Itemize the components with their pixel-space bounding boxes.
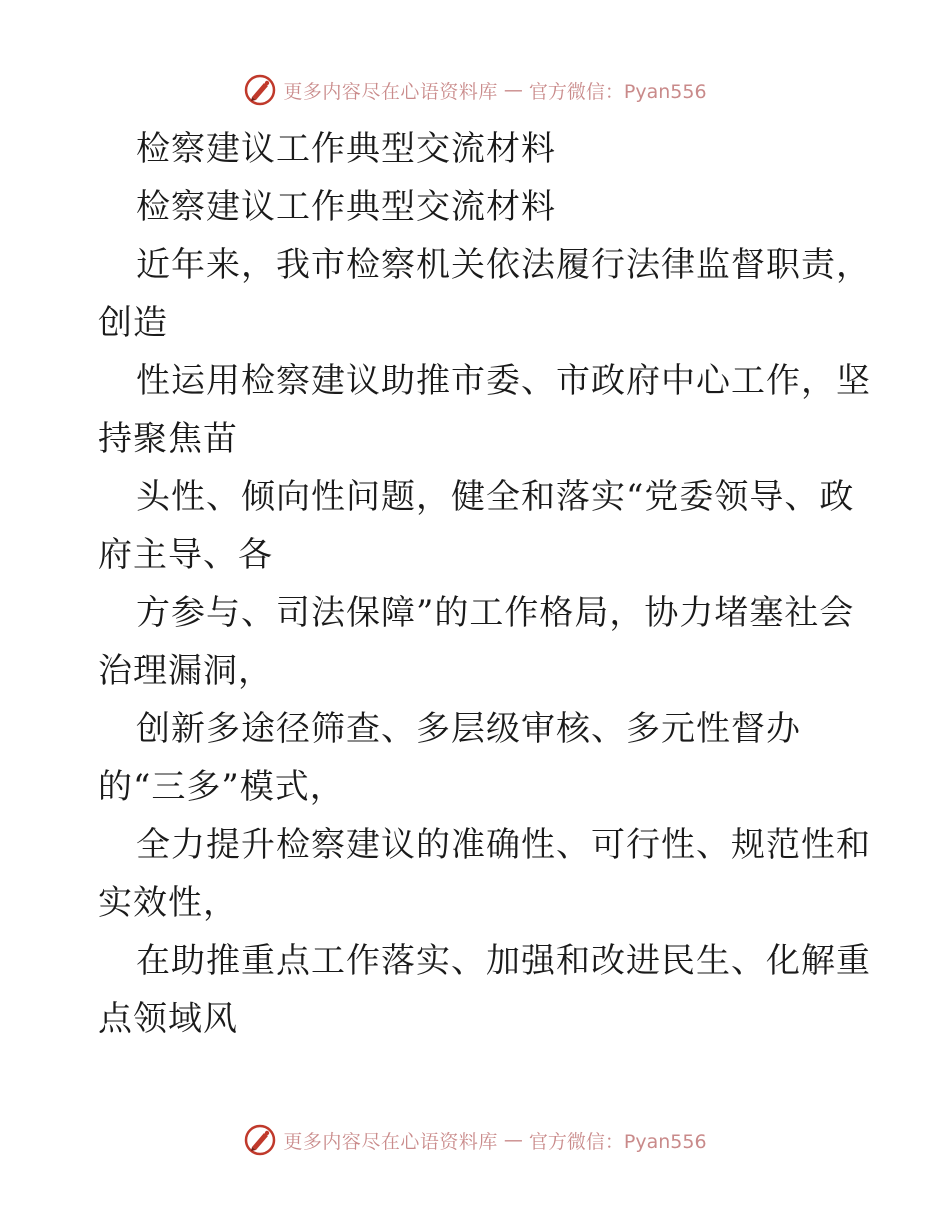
watermark-text: 更多内容尽在心语资料库 — [283, 80, 498, 103]
doc-line: 方参与、司法保障”的工作格局，协力堵塞社会 — [136, 593, 855, 633]
watermark-wechat: 官方微信：Pyan556 — [528, 1130, 707, 1153]
doc-line: 在助推重点工作落实、加强和改进民生、化解重 — [136, 941, 871, 981]
doc-line: 府主导、各 — [98, 535, 273, 575]
document-body — [98, 120, 871, 1048]
doc-line: 点领域风 — [98, 999, 238, 1039]
doc-line: 全力提升检察建议的准确性、可行性、规范性和 — [136, 825, 871, 865]
doc-line: 持聚焦苗 — [98, 419, 238, 459]
watermark-text: 更多内容尽在心语资料库 — [283, 1130, 498, 1153]
doc-line: 创新多途径筛查、多层级审核、多元性督办 — [136, 709, 801, 749]
doc-line: 治理漏洞， — [98, 651, 273, 691]
watermark-wechat: 官方微信：Pyan556 — [528, 80, 707, 103]
watermark-dash: — — [503, 1129, 523, 1151]
brand-logo-icon — [243, 73, 277, 107]
brand-logo-icon — [243, 1123, 277, 1157]
doc-line: 近年来，我市检察机关依法履行法律监督职责， — [136, 245, 871, 285]
doc-line: 实效性， — [98, 883, 238, 923]
doc-line: 头性、倾向性问题，健全和落实“党委领导、政 — [136, 477, 855, 517]
doc-line: 性运用检察建议助推市委、市政府中心工作，坚 — [136, 361, 871, 401]
doc-line: 创造 — [98, 303, 168, 343]
doc-title: 检察建议工作典型交流材料 — [136, 129, 556, 169]
doc-title-repeat: 检察建议工作典型交流材料 — [136, 187, 556, 227]
footer-watermark — [0, 1120, 950, 1160]
header-watermark — [0, 70, 950, 110]
watermark-dash: — — [503, 79, 523, 101]
doc-line: 的“三多”模式， — [98, 767, 345, 807]
